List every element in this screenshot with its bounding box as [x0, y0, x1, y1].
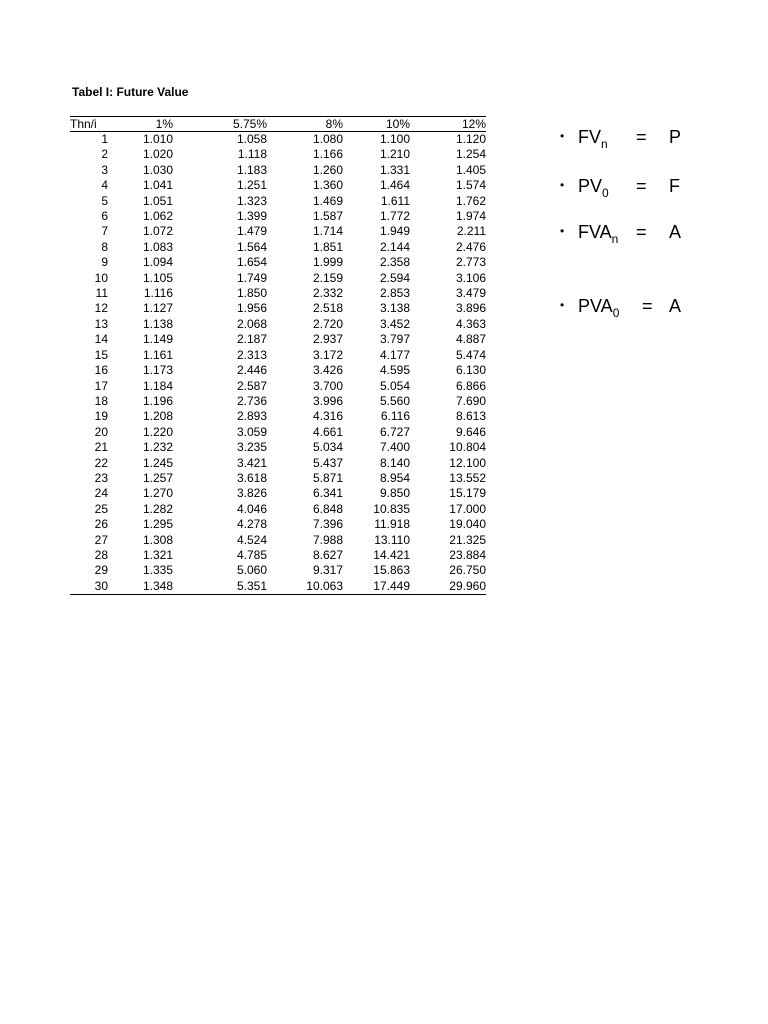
formula-fva [560, 222, 681, 246]
table-title: Tabel I: Future Value [72, 85, 189, 99]
header-row [70, 117, 486, 132]
cell-value-5-75: 4.046 [236, 501, 267, 516]
cell-period: 1 [101, 132, 108, 146]
cell-value-8: 2.159 [312, 270, 343, 285]
cell-value-8: 8.627 [312, 547, 343, 562]
cell-value-5-75: 1.118 [237, 147, 267, 162]
cell-value-12: 2.211 [456, 224, 486, 239]
cell-value-12: 8.613 [455, 409, 486, 424]
bullet-icon: • [560, 224, 565, 238]
table-row [70, 517, 486, 532]
cell-value-8: 1.166 [312, 147, 343, 162]
cell-value-1: 1.041 [142, 178, 173, 193]
cell-value-8: 2.937 [312, 332, 343, 347]
table-row [70, 425, 486, 440]
cell-value-1: 1.308 [142, 532, 173, 547]
cell-period: 8 [101, 239, 108, 254]
cell-period: 10 [94, 270, 108, 285]
cell-period: 7 [101, 224, 108, 239]
table-row [70, 486, 486, 501]
cell-value-8: 1.469 [312, 193, 343, 208]
table-row [70, 147, 486, 162]
cell-period: 20 [94, 424, 108, 439]
cell-value-5-75: 5.060 [236, 563, 267, 578]
table-row [70, 132, 486, 148]
cell-value-5-75: 1.850 [236, 286, 267, 301]
cell-value-8: 3.700 [312, 378, 343, 393]
cell-value-12: 3.896 [455, 301, 486, 316]
cell-value-5-75: 2.068 [236, 316, 267, 331]
cell-value-10: 11.918 [374, 517, 410, 532]
cell-value-10: 8.954 [379, 470, 410, 485]
cell-period: 2 [101, 147, 108, 162]
cell-value-5-75: 3.235 [236, 440, 267, 455]
cell-value-1: 1.062 [142, 209, 173, 224]
cell-value-8: 9.317 [312, 563, 343, 578]
cell-value-10: 2.144 [379, 239, 410, 254]
table-header [70, 117, 486, 132]
cell-value-8: 1.260 [312, 162, 343, 177]
cell-period: 22 [94, 455, 108, 470]
header-rate-1: 1% [108, 117, 173, 132]
cell-value-5-75: 2.893 [236, 409, 267, 424]
bullet-icon: • [560, 178, 565, 192]
cell-value-10: 13.110 [374, 532, 410, 547]
cell-period: 24 [94, 486, 108, 501]
cell-value-12: 9.646 [455, 424, 486, 439]
cell-value-8: 2.518 [312, 301, 343, 316]
cell-period: 16 [94, 363, 108, 378]
table-row [70, 440, 486, 455]
cell-value-10: 4.595 [379, 363, 410, 378]
cell-value-5-75: 1.956 [236, 301, 267, 316]
cell-value-5-75: 2.736 [236, 393, 267, 408]
cell-value-12: 10.804 [449, 440, 486, 455]
cell-value-1: 1.348 [108, 579, 173, 595]
cell-value-10: 2.594 [379, 270, 410, 285]
cell-period: 21 [94, 440, 108, 455]
cell-value-12: 2.476 [455, 239, 486, 254]
header-rate-5-75: 5.75% [173, 117, 267, 132]
cell-period: 15 [94, 347, 108, 362]
cell-value-5-75: 1.058 [236, 132, 267, 146]
cell-value-5-75: 3.421 [236, 455, 267, 470]
header-rate-12: 12% [410, 117, 486, 132]
header-rate-8: 8% [267, 117, 343, 132]
cell-value-8: 3.172 [312, 347, 343, 362]
table-row [70, 163, 486, 178]
cell-value-1: 1.295 [142, 517, 173, 532]
table-row [70, 301, 486, 316]
cell-value-5-75: 1.479 [236, 224, 267, 239]
formula-equals: = [636, 222, 647, 242]
cell-value-12: 4.887 [455, 332, 486, 347]
cell-value-10: 1.772 [379, 209, 410, 224]
formula-list [560, 0, 768, 400]
table-row [70, 240, 486, 255]
formula-subscript: 0 [602, 186, 609, 200]
cell-value-12: 17.000 [449, 501, 486, 516]
formula-lhs [578, 176, 636, 200]
formula-lhs [578, 222, 636, 246]
formula-rhs: F [669, 176, 680, 196]
cell-value-5-75: 1.564 [236, 239, 267, 254]
cell-value-10: 1.331 [379, 162, 410, 177]
cell-value-8: 4.316 [312, 409, 343, 424]
cell-value-8: 6.341 [312, 486, 343, 501]
cell-value-1: 1.072 [142, 224, 173, 239]
formula-base: FVA [578, 222, 612, 242]
header-rate-10: 10% [343, 117, 410, 132]
cell-value-10: 3.452 [379, 316, 410, 331]
table-row [70, 178, 486, 193]
table-row [70, 363, 486, 378]
table-row [70, 379, 486, 394]
table-row [70, 271, 486, 286]
cell-value-8: 1.587 [312, 209, 343, 224]
table-row [70, 579, 486, 595]
cell-value-10: 4.177 [379, 347, 410, 362]
cell-value-12: 1.574 [455, 178, 486, 193]
formula-equals: = [636, 127, 647, 147]
cell-period: 13 [94, 316, 108, 331]
table-body [70, 132, 486, 595]
formula-base: PV [578, 176, 603, 196]
cell-value-10: 6.727 [379, 424, 410, 439]
cell-value-12: 1.405 [455, 162, 486, 177]
cell-value-8: 7.396 [312, 517, 343, 532]
cell-value-8: 3.996 [312, 393, 343, 408]
cell-value-10: 1.100 [379, 132, 410, 146]
cell-value-5-75: 2.313 [236, 347, 267, 362]
cell-value-10: 3.797 [379, 332, 410, 347]
cell-value-10: 1.949 [379, 224, 410, 239]
cell-period: 3 [101, 162, 108, 177]
cell-value-5-75: 2.187 [236, 332, 267, 347]
cell-value-8: 7.988 [312, 532, 343, 547]
cell-value-12: 7.690 [455, 393, 486, 408]
cell-value-10: 8.140 [379, 455, 410, 470]
formula-rhs: P [669, 127, 682, 147]
cell-value-1: 1.116 [143, 286, 173, 301]
table-row [70, 194, 486, 209]
cell-value-12: 3.106 [455, 270, 486, 285]
cell-value-8: 5.437 [312, 455, 343, 470]
cell-value-1: 1.173 [142, 363, 173, 378]
cell-value-1: 1.083 [142, 239, 173, 254]
cell-value-5-75: 1.323 [236, 193, 267, 208]
cell-period: 18 [94, 393, 108, 408]
cell-value-1: 1.220 [142, 424, 173, 439]
cell-value-5-75: 1.654 [236, 255, 267, 270]
cell-period: 26 [94, 517, 108, 532]
cell-value-12: 26.750 [449, 563, 486, 578]
cell-value-8: 1.360 [312, 178, 343, 193]
table-row [70, 502, 486, 517]
cell-value-12: 6.130 [455, 363, 486, 378]
formula-equals: = [636, 176, 647, 196]
cell-period: 11 [95, 286, 108, 301]
future-value-table [70, 116, 486, 595]
cell-value-8: 2.332 [312, 286, 343, 301]
table-row [70, 456, 486, 471]
cell-period: 14 [94, 332, 108, 347]
cell-value-10: 1.210 [379, 147, 410, 162]
formula-base: FV [578, 127, 602, 147]
cell-value-1: 1.282 [142, 501, 173, 516]
cell-value-1: 1.232 [142, 440, 173, 455]
cell-period: 27 [94, 532, 108, 547]
cell-value-1: 1.321 [142, 547, 173, 562]
cell-value-10: 2.853 [379, 286, 410, 301]
cell-value-1: 1.149 [142, 332, 173, 347]
formula-lhs [578, 127, 636, 151]
cell-value-8: 5.871 [312, 470, 343, 485]
table-row [70, 317, 486, 332]
cell-value-5-75: 3.826 [236, 486, 267, 501]
formula-subscript: n [601, 137, 608, 151]
cell-value-12: 19.040 [449, 517, 486, 532]
cell-value-12: 12.100 [449, 455, 486, 470]
formula-subscript: 0 [612, 306, 620, 320]
table-row [70, 548, 486, 563]
cell-value-5-75: 3.618 [236, 470, 267, 485]
cell-value-12: 3.479 [455, 286, 486, 301]
cell-value-5-75: 1.749 [236, 270, 267, 285]
cell-value-5-75: 1.399 [236, 209, 267, 224]
cell-value-1: 1.010 [142, 132, 173, 146]
cell-period: 19 [94, 409, 108, 424]
cell-value-12: 23.884 [449, 547, 486, 562]
cell-period: 6 [101, 209, 108, 224]
cell-value-1: 1.257 [142, 470, 173, 485]
formula-pva [560, 296, 681, 320]
cell-value-5-75: 1.251 [236, 178, 267, 193]
cell-value-12: 1.254 [455, 147, 486, 162]
cell-value-12: 5.474 [455, 347, 486, 362]
cell-value-1: 1.335 [142, 563, 173, 578]
cell-value-1: 1.030 [142, 162, 173, 177]
cell-value-12: 1.120 [455, 132, 486, 146]
header-period: Thn/i [70, 117, 108, 132]
cell-value-5-75: 4.785 [236, 547, 267, 562]
formula-rhs: A [669, 222, 682, 242]
cell-period: 12 [94, 301, 108, 316]
cell-value-8: 1.999 [312, 255, 343, 270]
cell-period: 28 [94, 547, 108, 562]
cell-value-10: 14.421 [373, 547, 410, 562]
cell-value-10: 6.116 [380, 409, 410, 424]
cell-value-1: 1.020 [142, 147, 173, 162]
cell-period: 9 [101, 255, 108, 270]
table-row [70, 286, 486, 301]
cell-value-10: 5.054 [379, 378, 410, 393]
table-row [70, 563, 486, 578]
cell-value-1: 1.094 [142, 255, 173, 270]
cell-value-12: 1.974 [455, 209, 486, 224]
cell-value-10: 3.138 [379, 301, 410, 316]
cell-value-12: 15.179 [449, 486, 486, 501]
cell-value-8: 4.661 [312, 424, 343, 439]
formula-lhs [578, 296, 642, 320]
cell-period: 4 [101, 178, 108, 193]
cell-value-5-75: 2.587 [236, 378, 267, 393]
cell-period: 17 [94, 378, 108, 393]
cell-value-12: 13.552 [449, 470, 486, 485]
cell-period: 30 [70, 579, 108, 595]
cell-value-10: 9.850 [379, 486, 410, 501]
cell-value-12: 4.363 [455, 316, 486, 331]
cell-value-10: 2.358 [379, 255, 410, 270]
cell-value-5-75: 5.351 [173, 579, 267, 595]
cell-value-12: 21.325 [449, 532, 486, 547]
formula-pv [560, 176, 680, 200]
cell-value-12: 6.866 [455, 378, 486, 393]
cell-period: 25 [94, 501, 108, 516]
cell-value-10: 5.560 [379, 393, 410, 408]
table-row [70, 224, 486, 239]
cell-value-5-75: 1.183 [236, 162, 267, 177]
formula-base: PVA [578, 296, 613, 316]
table-row [70, 255, 486, 270]
formula-subscript: n [611, 232, 619, 246]
cell-value-10: 10.835 [373, 501, 410, 516]
cell-value-10: 1.464 [379, 178, 410, 193]
cell-value-1: 1.245 [142, 455, 173, 470]
cell-value-10: 17.449 [343, 579, 410, 595]
cell-value-5-75: 4.524 [236, 532, 267, 547]
cell-period: 29 [94, 563, 108, 578]
cell-value-8: 6.848 [312, 501, 343, 516]
formula-equals: = [642, 296, 653, 316]
table-row [70, 533, 486, 548]
cell-value-12: 2.773 [455, 255, 486, 270]
table-row [70, 409, 486, 424]
bullet-icon: • [560, 298, 565, 312]
cell-value-8: 1.851 [312, 239, 343, 254]
cell-value-5-75: 4.278 [236, 517, 267, 532]
cell-value-8: 2.720 [312, 316, 343, 331]
cell-value-5-75: 3.059 [236, 424, 267, 439]
cell-value-10: 15.863 [373, 563, 410, 578]
cell-value-8: 3.426 [312, 363, 343, 378]
cell-value-1: 1.051 [142, 193, 173, 208]
cell-value-12: 29.960 [410, 579, 486, 595]
cell-value-1: 1.196 [142, 393, 173, 408]
table-row [70, 348, 486, 363]
cell-value-8: 10.063 [267, 579, 343, 595]
cell-period: 23 [94, 470, 108, 485]
cell-value-1: 1.105 [142, 270, 173, 285]
cell-value-1: 1.127 [142, 301, 173, 316]
cell-period: 5 [101, 193, 108, 208]
cell-value-8: 5.034 [312, 440, 343, 455]
table-row [70, 394, 486, 409]
cell-value-5-75: 2.446 [236, 363, 267, 378]
cell-value-1: 1.208 [142, 409, 173, 424]
formula-fv [560, 127, 681, 151]
cell-value-10: 1.611 [380, 193, 410, 208]
cell-value-12: 1.762 [455, 193, 486, 208]
table-row [70, 332, 486, 347]
formula-rhs: A [669, 296, 682, 316]
cell-value-1: 1.138 [142, 316, 173, 331]
cell-value-10: 7.400 [379, 440, 410, 455]
cell-value-1: 1.161 [142, 347, 173, 362]
table-row [70, 471, 486, 486]
table-row [70, 209, 486, 224]
cell-value-8: 1.714 [312, 224, 343, 239]
cell-value-1: 1.184 [142, 378, 173, 393]
cell-value-1: 1.270 [142, 486, 173, 501]
cell-value-8: 1.080 [312, 132, 343, 146]
bullet-icon: • [560, 129, 565, 143]
